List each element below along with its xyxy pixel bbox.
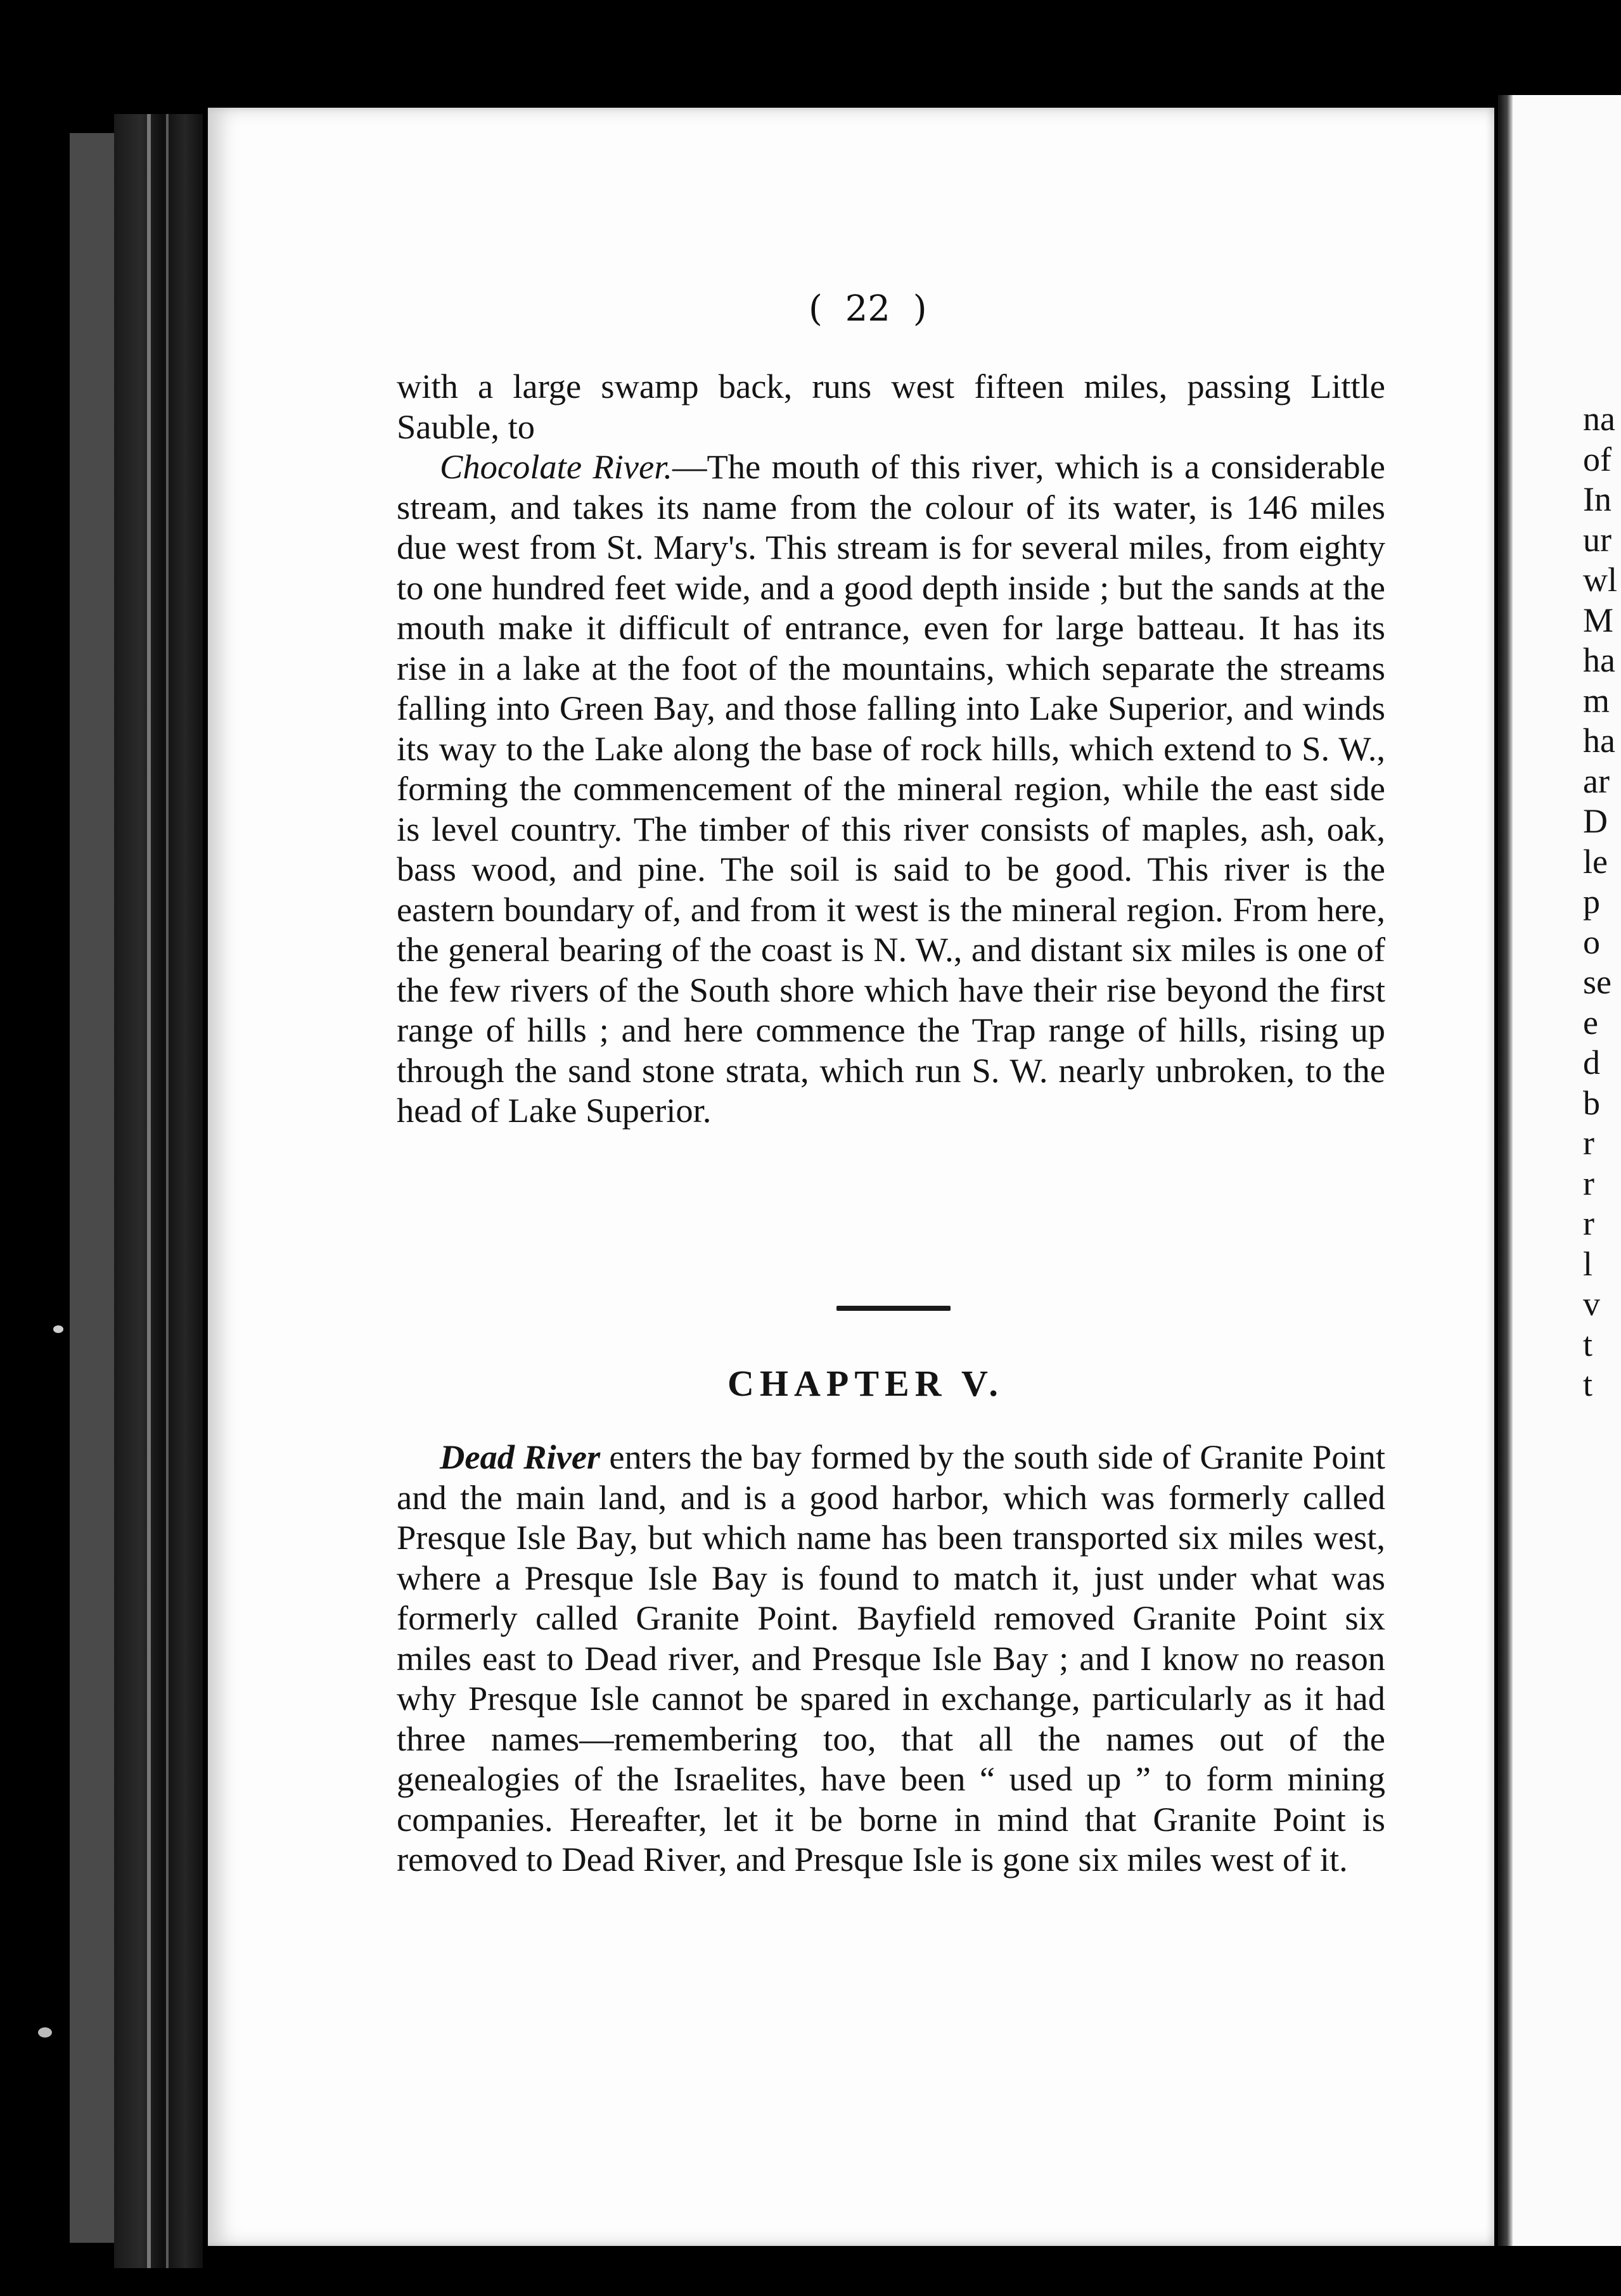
text-block-before-chapter xyxy=(397,366,1385,1131)
facing-page-fragment: p xyxy=(1583,883,1600,921)
binding-stripe xyxy=(147,114,151,2268)
facing-page-fragment: d xyxy=(1583,1043,1600,1081)
facing-page-fragment: t xyxy=(1583,1325,1593,1363)
facing-page-fragment: In xyxy=(1583,480,1611,518)
paragraph-lead-italic: Chocolate River. xyxy=(440,447,672,486)
paragraph-text: with a large swamp back, runs west fifteen miles, passing Little Sauble, to xyxy=(397,367,1385,446)
paragraph-chocolate-river xyxy=(397,447,1385,1131)
book-binding xyxy=(114,114,203,2268)
paragraph-text: —The mouth of this river, which is a considerable stream, and takes its name from the colour of its water, is 146 miles due west from St. Mary's. This stream is for several miles, from eighty to one hundred feet wide, and a good depth inside ; but the sands at the mouth make it difficult of entrance, even for large batteau. It has its rise in a lake at the foot of the mountains, which separate the streams falling into Green Bay, and those falling into Lake Superior, and winds its way to the Lake along the base of rock hills, which extend to S. W., forming the commencement of the mineral region, while the east side is level country. The timber of this river consists of maples, ash, oak, bass wood, and pine. The soil is said to be good. This river is the eastern boundary of, and from it west is the mineral region. From here, the general bearing of the coast is N. W., and distant six miles is one of the few rivers of the South shore which have their rise beyond the first range of hills ; and here commence the Trap range of hills, rising up through the sand stone strata, which run S. W. nearly unbroken, to the head of Lake Superior. xyxy=(397,447,1385,1130)
facing-page-fragment: ha xyxy=(1583,641,1615,679)
scan-speck xyxy=(38,2027,52,2038)
facing-page-fragment: of xyxy=(1583,440,1611,478)
paragraph-text: enters the bay formed by the south side of Granite Point and the main land, and is a good harbor, which was formerly called Presque Isle Bay, but which name has been transported six miles west, where a Presque Isle Bay is found to match it, just under what was formerly called Granite Point. Bayfield removed Granite Point six miles east to Dead river, and Presque Isle Bay ; and I know no reason why Presque Isle cannot be spared in exchange, particularly as it had three names—remembering too, that all the names out of the genealogies of the Israelites, have been “ used up ” to form mining companies. Hereafter, let it be borne in mind that Granite Point is removed to Dead River, and Presque Isle is gone six miles west of it. xyxy=(397,1438,1385,1878)
facing-page-fragment: r xyxy=(1583,1124,1594,1162)
facing-page-fragment: ha xyxy=(1583,722,1615,760)
facing-page-fragment: le xyxy=(1583,842,1608,881)
scan-speck xyxy=(53,1325,63,1333)
binding-stripe xyxy=(166,114,169,2268)
facing-page-fragment: b xyxy=(1583,1083,1600,1122)
facing-page-fragment: na xyxy=(1583,400,1615,438)
facing-page-fragment: ar xyxy=(1583,762,1610,800)
scan-bottom-margin xyxy=(208,2246,1621,2296)
facing-page-fragment: r xyxy=(1583,1164,1594,1202)
facing-page-fragment: t xyxy=(1583,1365,1593,1403)
facing-page-fragment: l xyxy=(1583,1244,1593,1283)
paragraph-continuation xyxy=(397,366,1385,447)
facing-page-fragment: v xyxy=(1583,1285,1600,1323)
paragraph-dead-river xyxy=(397,1437,1385,1880)
facing-page-fragment: e xyxy=(1583,1003,1598,1042)
facing-page-fragment: M xyxy=(1583,601,1614,639)
chapter-heading: CHAPTER V. xyxy=(727,1363,1004,1404)
facing-page-fragment: D xyxy=(1583,802,1608,840)
facing-page-fragment: se xyxy=(1583,963,1611,1001)
facing-page-text-fragments xyxy=(1583,399,1617,1405)
paragraph-lead-italic: Dead River xyxy=(440,1438,601,1476)
facing-page-fragment: r xyxy=(1583,1204,1594,1242)
book-spine-edge xyxy=(70,133,114,2243)
facing-page-fragment: m xyxy=(1583,681,1610,720)
text-block-after-chapter xyxy=(397,1437,1385,1880)
facing-page-fragment: ur xyxy=(1583,520,1611,559)
facing-page-fragment: o xyxy=(1583,922,1600,961)
section-divider-rule xyxy=(836,1306,951,1311)
facing-page-fragment: wl xyxy=(1583,561,1617,599)
page-number-header: ( 22 ) xyxy=(809,288,927,329)
